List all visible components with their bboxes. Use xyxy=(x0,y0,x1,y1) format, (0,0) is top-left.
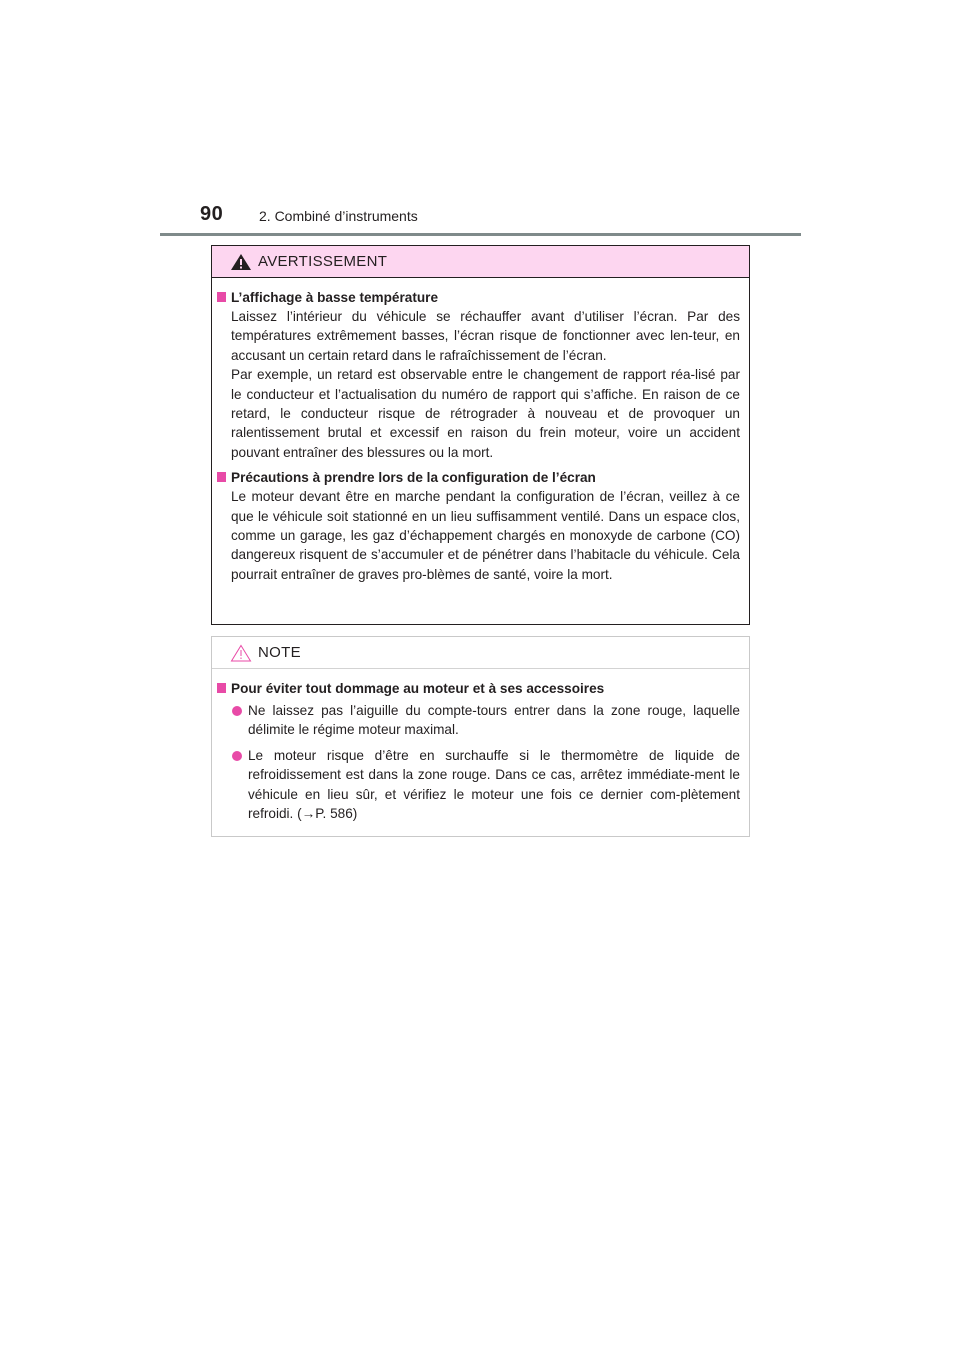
note-box-body xyxy=(212,669,749,823)
warning-paragraph: Par exemple, un retard est observable entre le changement de rapport réa-lisé par le conducteur et l’actualisation du numéro de rapport qui s’affiche. En raison de ce retard, le conducteur risque de rétrograder à nouveau et de provoquer un ralentissement brutal et excessif en raison du frein moteur, voire un accident pouvant entraîner des blessures ou la mort. xyxy=(231,367,740,460)
header-rule xyxy=(160,233,801,236)
warning-triangle-icon xyxy=(230,253,252,271)
list-item: Le moteur risque d’être en surchauffe si le thermomètre de liquide de refroidissement est dans la zone rouge. Dans ce cas, arrêtez immédiate-ment le véhicule en lieu sûr, et vérifiez le moteur une fois ce dernier com-plètement refroidi. (→P. 586) xyxy=(217,746,740,824)
note-title: NOTE xyxy=(258,644,301,661)
warning-box-header xyxy=(212,246,749,278)
square-bullet-icon xyxy=(217,683,226,693)
note-box-header xyxy=(212,637,749,669)
note-box xyxy=(211,636,750,837)
page-reference-link[interactable]: P. 586) xyxy=(315,806,358,822)
reference-arrow: → xyxy=(301,806,316,822)
list-item: Ne laissez pas l’aiguille du compte-tours entrer dans la zone rouge, laquelle délimite le régime moteur maximal. xyxy=(217,701,740,740)
warning-title: AVERTISSEMENT xyxy=(258,253,388,270)
section-title: 2. Combiné d’instruments xyxy=(259,208,418,224)
warning-section-heading: Précautions à prendre lors de la configuration de l’écran xyxy=(217,468,740,487)
warning-paragraph: Laissez l’intérieur du véhicule se réchauffer avant d’utiliser l’écran. Par des températures extrêmement basses, l’écran risque de fonctionner avec len-teur, en accusant un certain retard dans le rafraîchissement de l’écran. xyxy=(231,309,740,363)
warning-paragraph: Le moteur devant être en marche pendant la configuration de l’écran, veillez à ce que le véhicule soit stationné en un lieu suffisamment ventilé. Dans un espace clos, comme un garage, les gaz d’échappement chargés en monoxyde de carbone (CO) dangereux risquent de s’accumuler et de pénétrer dans l’habitacle du véhicule. Cela pourrait entraîner de graves pro-blèmes de santé, voire la mort. xyxy=(231,489,740,582)
square-bullet-icon xyxy=(217,292,226,302)
page-number: 90 xyxy=(200,203,224,225)
caution-outline-triangle-icon xyxy=(230,644,252,662)
note-heading: Pour éviter tout dommage au moteur et à ses accessoires xyxy=(217,679,740,698)
warning-box-body xyxy=(212,278,749,584)
round-bullet-icon xyxy=(232,706,242,716)
warning-box xyxy=(211,245,750,625)
square-bullet-icon xyxy=(217,472,226,482)
round-bullet-icon xyxy=(232,751,242,761)
warning-section-heading: L’affichage à basse température xyxy=(217,288,740,307)
